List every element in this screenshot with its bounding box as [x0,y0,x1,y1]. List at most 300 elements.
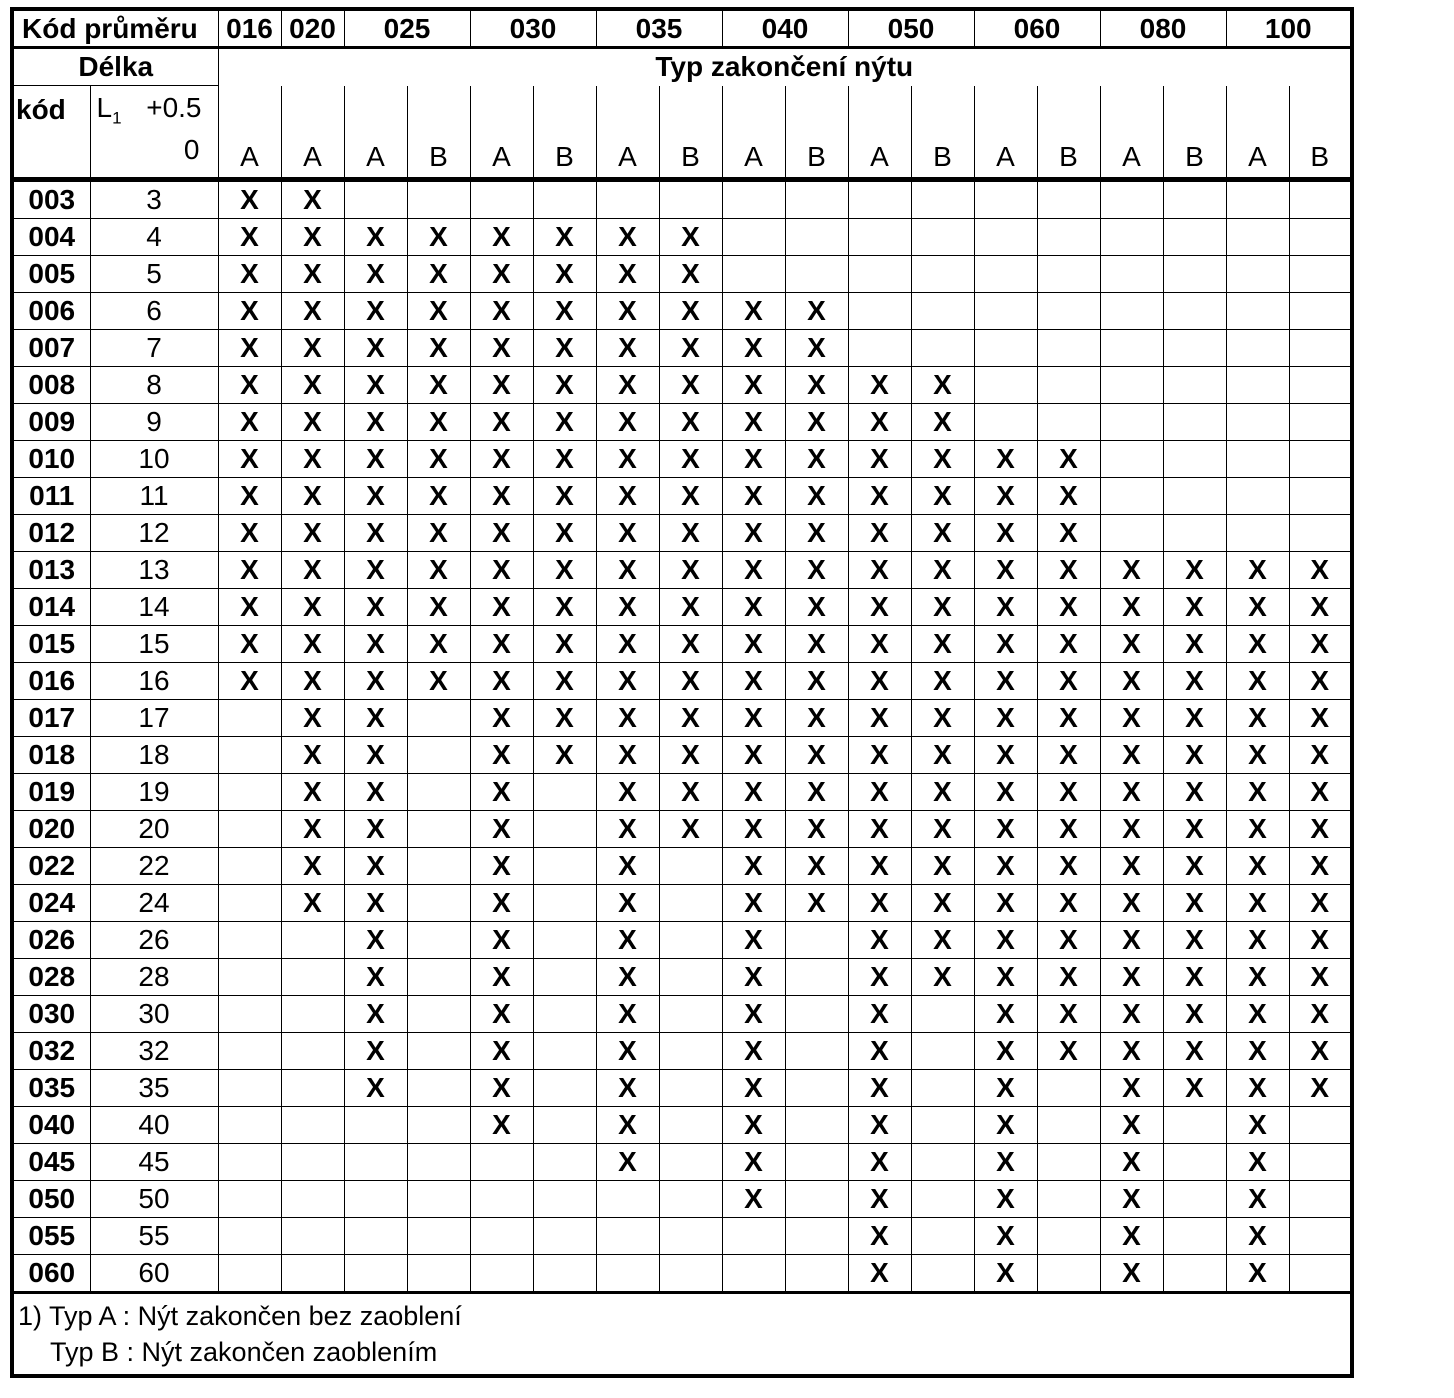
availability-mark: X [722,441,785,478]
empty-cell [1100,478,1163,515]
availability-mark: X [1037,626,1100,663]
empty-cell [785,256,848,293]
availability-mark: X [1037,959,1100,996]
availability-mark: X [596,441,659,478]
table-row [12,552,1352,589]
type-a-header: A [596,86,659,180]
availability-mark: X [722,404,785,441]
availability-mark: X [1163,1033,1226,1070]
empty-cell [722,1218,785,1255]
availability-mark: X [848,1070,911,1107]
length-value: 28 [90,959,218,996]
type-b-header: B [1037,86,1100,180]
length-code: 016 [12,663,90,700]
diameter-060: 060 [974,9,1100,48]
length-code: 013 [12,552,90,589]
availability-mark: X [344,478,407,515]
table-row [12,811,1352,848]
empty-cell [1226,404,1289,441]
empty-cell [1226,219,1289,256]
empty-cell [533,774,596,811]
type-a-header: A [218,86,281,180]
empty-cell [785,922,848,959]
empty-cell [1289,1255,1352,1293]
empty-cell [407,922,470,959]
availability-mark: X [470,1070,533,1107]
availability-mark: X [848,441,911,478]
availability-mark: X [848,626,911,663]
empty-cell [659,1033,722,1070]
availability-mark: X [344,293,407,330]
availability-mark: X [344,626,407,663]
empty-cell [785,1181,848,1218]
type-b-header: B [911,86,974,180]
availability-mark: X [659,589,722,626]
empty-cell [785,1255,848,1293]
availability-mark: X [218,441,281,478]
availability-mark: X [470,959,533,996]
length-code: 015 [12,626,90,663]
availability-mark: X [1226,811,1289,848]
availability-mark: X [596,515,659,552]
table-row [12,737,1352,774]
empty-cell [1163,219,1226,256]
availability-mark: X [1163,663,1226,700]
availability-mark: X [785,552,848,589]
availability-mark: X [1163,589,1226,626]
empty-cell [722,180,785,219]
availability-mark: X [911,367,974,404]
type-a-header: A [281,86,344,180]
availability-mark: X [407,330,470,367]
length-value: 7 [90,330,218,367]
availability-mark: X [722,848,785,885]
empty-cell [407,811,470,848]
empty-cell [1163,180,1226,219]
availability-mark: X [1226,1107,1289,1144]
type-b-header: B [407,86,470,180]
type-a-header: A [974,86,1037,180]
length-value: 16 [90,663,218,700]
empty-cell [1100,515,1163,552]
length-title: Délka [12,48,218,86]
availability-mark: X [533,404,596,441]
availability-mark: X [1289,589,1352,626]
availability-mark: X [1226,1144,1289,1181]
empty-cell [785,1107,848,1144]
empty-cell [785,1218,848,1255]
availability-mark: X [1226,996,1289,1033]
empty-cell [1100,404,1163,441]
availability-mark: X [848,922,911,959]
length-code: 017 [12,700,90,737]
empty-cell [785,1033,848,1070]
availability-mark: X [533,330,596,367]
length-code: 055 [12,1218,90,1255]
empty-cell [1163,1181,1226,1218]
type-a-header: A [722,86,785,180]
empty-cell [1163,478,1226,515]
availability-mark: X [722,552,785,589]
availability-mark: X [659,404,722,441]
availability-mark: X [596,256,659,293]
empty-cell [1163,1107,1226,1144]
length-code: 045 [12,1144,90,1181]
availability-mark: X [659,293,722,330]
availability-mark: X [281,515,344,552]
empty-cell [848,293,911,330]
empty-cell [659,996,722,1033]
availability-mark: X [281,441,344,478]
availability-mark: X [1100,1070,1163,1107]
length-code: 024 [12,885,90,922]
diameter-header-row [12,9,1352,48]
empty-cell [218,885,281,922]
empty-cell [1289,441,1352,478]
availability-mark: X [281,626,344,663]
length-value: 26 [90,922,218,959]
availability-mark: X [281,180,344,219]
table-row [12,700,1352,737]
empty-cell [344,1255,407,1293]
availability-mark: X [659,478,722,515]
availability-mark: X [470,552,533,589]
empty-cell [1163,330,1226,367]
availability-mark: X [344,737,407,774]
empty-cell [470,1255,533,1293]
availability-mark: X [1100,1144,1163,1181]
empty-cell [1100,293,1163,330]
availability-mark: X [911,922,974,959]
empty-cell [911,1181,974,1218]
availability-mark: X [470,737,533,774]
availability-mark: X [1100,626,1163,663]
length-value: 14 [90,589,218,626]
empty-cell [911,1255,974,1293]
length-code: 020 [12,811,90,848]
empty-cell [1100,219,1163,256]
availability-mark: X [785,848,848,885]
availability-mark: X [596,848,659,885]
length-value: 8 [90,367,218,404]
availability-mark: X [281,663,344,700]
empty-cell [659,922,722,959]
empty-cell [911,180,974,219]
availability-mark: X [785,811,848,848]
availability-mark: X [533,515,596,552]
availability-mark: X [974,700,1037,737]
availability-mark: X [596,330,659,367]
l1-symbol: $L_1$ [96,92,122,128]
empty-cell [407,1218,470,1255]
empty-cell [1037,293,1100,330]
empty-cell [533,996,596,1033]
empty-cell [218,1070,281,1107]
empty-cell [1100,256,1163,293]
availability-mark: X [1037,552,1100,589]
empty-cell [281,1144,344,1181]
availability-mark: X [407,478,470,515]
availability-mark: X [785,700,848,737]
table-row [12,1255,1352,1293]
availability-mark: X [596,219,659,256]
length-code: 004 [12,219,90,256]
table-row [12,1181,1352,1218]
table-row [12,848,1352,885]
empty-cell [785,180,848,219]
diameter-100: 100 [1226,9,1352,48]
availability-mark: X [533,293,596,330]
availability-mark: X [659,330,722,367]
empty-cell [1100,180,1163,219]
availability-mark: X [848,1218,911,1255]
availability-mark: X [1100,959,1163,996]
empty-cell [1289,219,1352,256]
empty-cell [344,180,407,219]
availability-mark: X [596,293,659,330]
availability-mark: X [470,515,533,552]
availability-mark: X [911,885,974,922]
table-row [12,922,1352,959]
empty-cell [1037,330,1100,367]
empty-cell [281,1107,344,1144]
empty-cell [218,737,281,774]
empty-cell [1289,1181,1352,1218]
empty-cell [596,1218,659,1255]
availability-mark: X [281,552,344,589]
empty-cell [659,848,722,885]
length-value: 15 [90,626,218,663]
availability-mark: X [911,515,974,552]
availability-mark: X [974,515,1037,552]
availability-mark: X [596,885,659,922]
availability-mark: X [1289,811,1352,848]
availability-mark: X [1163,700,1226,737]
availability-mark: X [281,737,344,774]
length-value: 30 [90,996,218,1033]
availability-mark: X [1163,737,1226,774]
availability-mark: X [596,552,659,589]
diameter-025: 025 [344,9,470,48]
availability-mark: X [659,441,722,478]
availability-mark: X [1037,922,1100,959]
empty-cell [1163,367,1226,404]
availability-mark: X [470,478,533,515]
availability-mark: X [848,1144,911,1181]
availability-mark: X [344,663,407,700]
availability-mark: X [722,1181,785,1218]
availability-mark: X [785,404,848,441]
availability-mark: X [1037,885,1100,922]
availability-mark: X [1037,515,1100,552]
length-code: 035 [12,1070,90,1107]
empty-cell [1163,441,1226,478]
empty-cell [344,1144,407,1181]
availability-mark: X [1100,996,1163,1033]
empty-cell [218,1255,281,1293]
availability-mark: X [596,811,659,848]
availability-mark: X [1289,774,1352,811]
availability-mark: X [974,959,1037,996]
availability-mark: X [722,1033,785,1070]
availability-mark: X [974,885,1037,922]
availability-mark: X [1226,1218,1289,1255]
availability-mark: X [785,441,848,478]
availability-mark: X [911,700,974,737]
availability-mark: X [1163,811,1226,848]
availability-mark: X [848,1107,911,1144]
availability-mark: X [344,811,407,848]
empty-cell [848,256,911,293]
empty-cell [659,1070,722,1107]
length-header-row [12,48,1352,86]
availability-mark: X [1100,1033,1163,1070]
empty-cell [848,330,911,367]
availability-mark: X [596,589,659,626]
empty-cell [1289,404,1352,441]
availability-mark: X [218,219,281,256]
availability-mark: X [659,700,722,737]
availability-mark: X [1289,737,1352,774]
availability-mark: X [1289,700,1352,737]
empty-cell [974,404,1037,441]
availability-mark: X [848,959,911,996]
availability-mark: X [1037,848,1100,885]
availability-mark: X [659,256,722,293]
availability-mark: X [344,959,407,996]
empty-cell [785,996,848,1033]
empty-cell [974,293,1037,330]
availability-mark: X [470,811,533,848]
availability-mark: X [848,1255,911,1293]
availability-mark: X [218,293,281,330]
availability-mark: X [470,256,533,293]
length-value: 11 [90,478,218,515]
empty-cell [911,293,974,330]
availability-mark: X [344,330,407,367]
table-row [12,774,1352,811]
availability-mark: X [344,848,407,885]
empty-cell [407,1255,470,1293]
availability-mark: X [281,330,344,367]
availability-mark: X [1289,626,1352,663]
length-code: 030 [12,996,90,1033]
availability-mark: X [470,774,533,811]
empty-cell [974,219,1037,256]
availability-mark: X [218,256,281,293]
length-value: 50 [90,1181,218,1218]
availability-mark: X [974,1218,1037,1255]
availability-mark: X [596,737,659,774]
table-row [12,219,1352,256]
length-code: 032 [12,1033,90,1070]
empty-cell [1100,367,1163,404]
empty-cell [1289,1218,1352,1255]
availability-mark: X [974,1181,1037,1218]
availability-mark: X [596,774,659,811]
length-code: 010 [12,441,90,478]
availability-mark: X [470,219,533,256]
empty-cell [848,180,911,219]
availability-mark: X [344,515,407,552]
availability-mark: X [785,774,848,811]
empty-cell [1037,256,1100,293]
availability-mark: X [470,885,533,922]
footnote-cell [12,1293,1352,1377]
availability-mark: X [281,589,344,626]
empty-cell [1289,330,1352,367]
empty-cell [281,959,344,996]
availability-mark: X [659,219,722,256]
availability-mark: X [1289,1070,1352,1107]
diameter-035: 035 [596,9,722,48]
availability-mark: X [1100,1218,1163,1255]
availability-mark: X [1163,885,1226,922]
availability-mark: X [1100,774,1163,811]
availability-mark: X [281,848,344,885]
availability-mark: X [1037,589,1100,626]
table-row [12,1070,1352,1107]
availability-mark: X [1226,626,1289,663]
availability-mark: X [1289,922,1352,959]
availability-mark: X [344,589,407,626]
availability-mark: X [848,996,911,1033]
availability-mark: X [659,811,722,848]
table-row [12,404,1352,441]
empty-cell [407,848,470,885]
availability-mark: X [974,441,1037,478]
availability-mark: X [281,219,344,256]
table-row [12,1033,1352,1070]
availability-mark: X [218,552,281,589]
length-value: 6 [90,293,218,330]
type-b-header: B [1163,86,1226,180]
availability-mark: X [1226,774,1289,811]
table-row [12,663,1352,700]
availability-mark: X [596,663,659,700]
empty-cell [1289,1144,1352,1181]
availability-mark: X [659,774,722,811]
empty-cell [281,1070,344,1107]
empty-cell [218,996,281,1033]
availability-mark: X [470,441,533,478]
availability-mark: X [1037,478,1100,515]
availability-mark: X [470,330,533,367]
availability-mark: X [344,700,407,737]
type-b-header: B [659,86,722,180]
empty-cell [533,848,596,885]
availability-mark: X [722,959,785,996]
table-row [12,367,1352,404]
empty-cell [785,959,848,996]
empty-cell [281,996,344,1033]
availability-mark: X [659,367,722,404]
availability-mark: X [659,552,722,589]
availability-mark: X [1100,1107,1163,1144]
empty-cell [1037,1255,1100,1293]
availability-mark: X [722,774,785,811]
availability-mark: X [218,330,281,367]
availability-mark: X [281,774,344,811]
table-row [12,1107,1352,1144]
table-row [12,626,1352,663]
availability-mark: X [1226,663,1289,700]
availability-mark: X [407,663,470,700]
availability-mark: X [1037,441,1100,478]
length-code: 040 [12,1107,90,1144]
type-a-header: A [1226,86,1289,180]
availability-mark: X [722,626,785,663]
